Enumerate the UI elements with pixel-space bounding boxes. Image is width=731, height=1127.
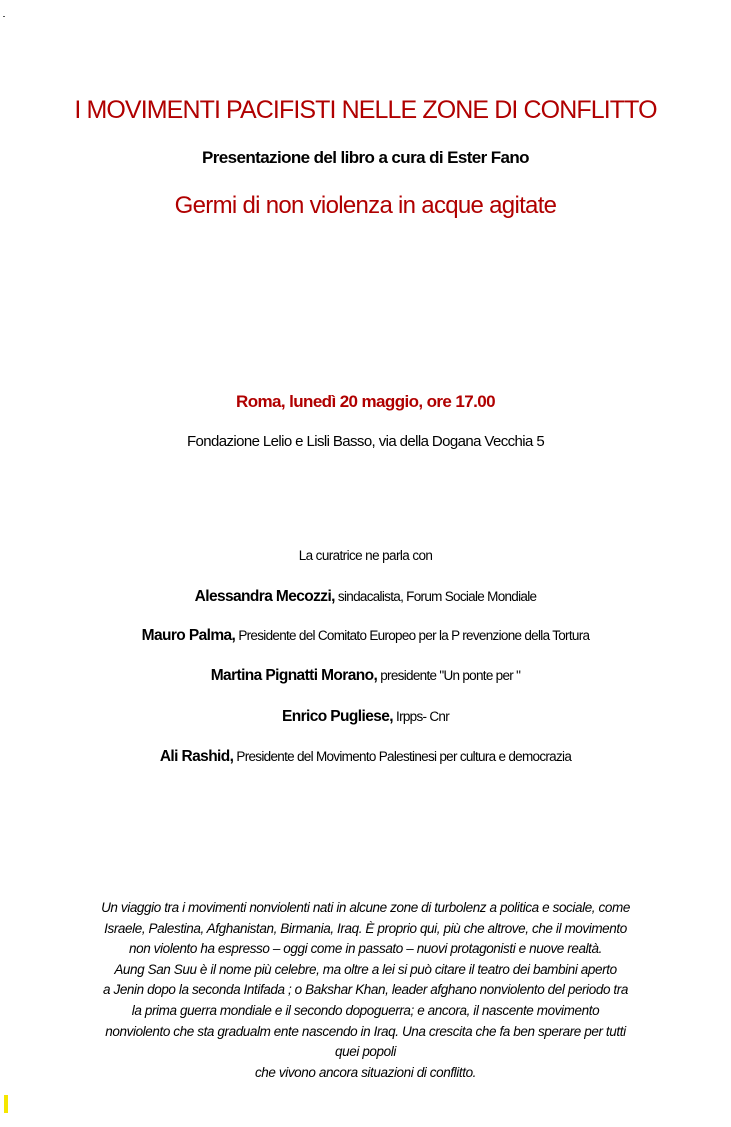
description-line: la prima guerra mondiale e il secondo dopoguerra; e ancora, il nascente movimento: [131, 1002, 600, 1018]
speaker-line: [0, 588, 731, 606]
speaker-name: Mauro Palma,: [141, 627, 236, 644]
speaker-line: [0, 748, 731, 766]
description-line: non violento ha espresso – oggi come in passato – nuovi protagonisti e nuove realtà.: [129, 941, 602, 957]
speaker-role: Presidente del Comitato Europeo per la P revenzione della Tortura: [235, 628, 590, 643]
event-date: Roma, lunedì 20 maggio, ore 17.00: [236, 392, 495, 411]
text-cursor-highlight: [4, 1095, 8, 1113]
description-line: Un viaggio tra i movimenti nonviolenti nati in alcune zone di turbolenz a politica e sociale, come: [101, 900, 630, 915]
speaker-name: Martina Pignatti Morano,: [210, 667, 378, 684]
speaker-role: Irpps- Cnr: [392, 709, 450, 724]
speakers-intro: La curatrice ne parla con: [298, 548, 433, 563]
speaker-role: Presidente del Movimento Palestinesi per cultura e democrazia: [233, 749, 572, 764]
description-line: Aung San Suu è il nome più celebre, ma oltre a lei si può citare il teatro dei bambini aperto: [114, 961, 617, 977]
speaker-name: Ali Rashid,: [159, 748, 234, 765]
speaker-line: [0, 667, 731, 685]
event-title: I MOVIMENTI PACIFISTI NELLE ZONE DI CONFLITTO: [74, 96, 657, 124]
book-title: Germi di non violenza in acque agitate: [174, 192, 557, 219]
description-line: a Jenin dopo la seconda Intifada ; o Bakshar Khan, leader afghano nonviolento del periodo tra: [103, 982, 628, 998]
description-line: nonviolento che sta gradualm ente nascendo in Iraq. Una crescita che fa ben sperare per tutti: [105, 1023, 626, 1039]
speaker-role: presidente "Un ponte per ": [377, 668, 521, 683]
speaker-line: [0, 708, 731, 726]
speaker-role: sindacalista, Forum Sociale Mondiale: [334, 589, 537, 604]
event-venue: Fondazione Lelio e Lisli Basso, via della Dogana Vecchia 5: [186, 433, 545, 450]
description-line: che vivono ancora situazioni di conflitto.: [254, 1064, 477, 1080]
stray-dot: [3, 16, 5, 17]
book-description: [0, 898, 731, 1083]
book-presentation-subtitle: Presentazione del libro a cura di Ester Fano: [202, 148, 529, 167]
description-line: Israele, Palestina, Afghanistan, Birmania, Iraq. È proprio qui, più che altrove, che il movimento: [104, 920, 627, 936]
speaker-name: Alessandra Mecozzi,: [194, 588, 335, 605]
speaker-line: [0, 627, 731, 645]
speaker-name: Enrico Pugliese,: [281, 708, 393, 725]
description-line: quei popoli: [335, 1044, 396, 1060]
